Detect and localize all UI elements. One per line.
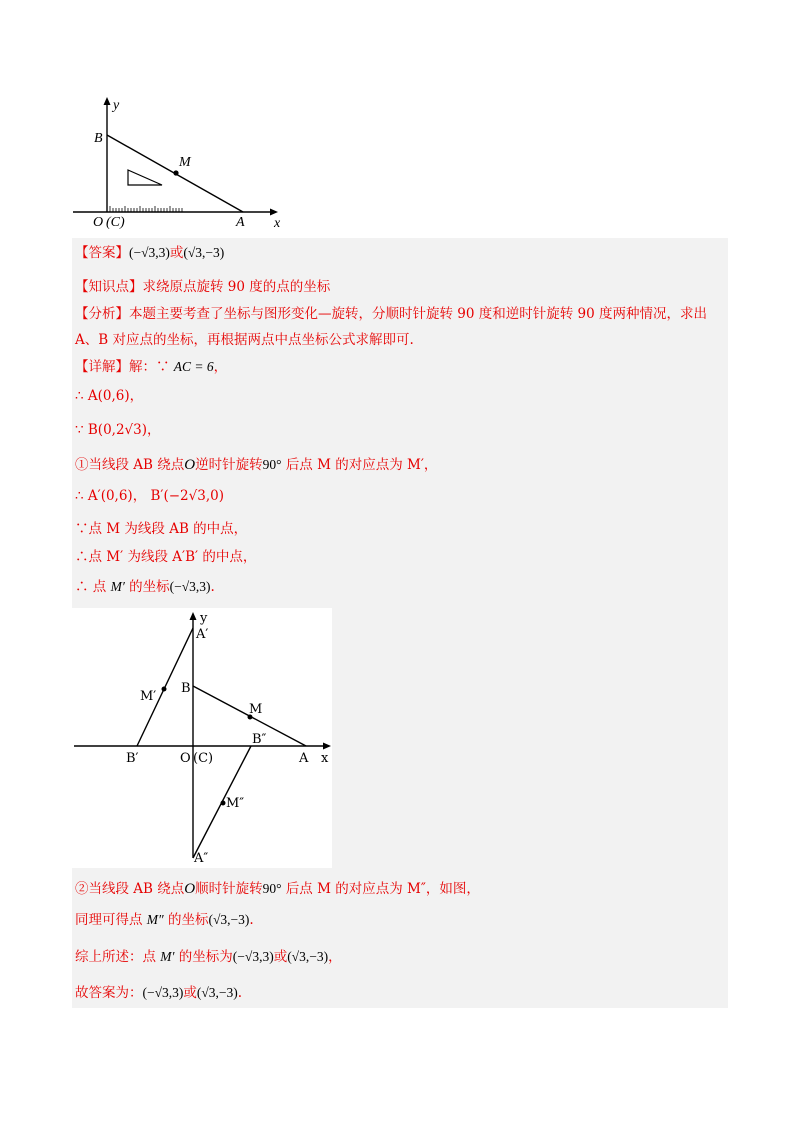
detail-l10b: 的坐标 <box>167 912 209 928</box>
detail-l4c: 后点 M 的对应点为 M′， <box>285 457 438 473</box>
answer-or: 或 <box>169 245 184 261</box>
figure-2-rotation <box>72 608 332 868</box>
fig1-x-arrow <box>270 209 278 216</box>
analysis-tag: 【分析】 <box>75 306 129 322</box>
fig2-label-a: A <box>299 751 309 766</box>
figure-2-panel <box>72 608 332 868</box>
detail-line-1 <box>75 357 227 377</box>
answer-tag: 【答案】 <box>75 245 129 261</box>
detail-l11m: M′ <box>160 949 175 964</box>
fig2-label-m1: M′ <box>140 689 157 704</box>
detail-l9b: 顺时针旋转 <box>195 881 263 897</box>
detail-line-9 <box>75 879 480 899</box>
detail-l11b: 的坐标为 <box>178 949 233 965</box>
detail-l12or: 或 <box>183 985 197 1001</box>
analysis-text-1: 本题主要考查了坐标与图形变化—旋转，分顺时针旋转 90 度和逆时针旋转 90 度两种情况，求出 <box>129 306 708 322</box>
fig1-label-y: y <box>113 98 120 113</box>
analysis-line-2: A、B 对应点的坐标，再根据两点中点坐标公式求解即可. <box>75 332 414 348</box>
fig2-label-o: O <box>180 751 191 766</box>
detail-l8b: 的坐标 <box>129 579 170 595</box>
fig2-label-x: x <box>321 751 329 766</box>
detail-line-10 <box>75 910 254 930</box>
detail-line-2: ∴ A(0,6)， <box>75 388 144 404</box>
fig2-label-c: (C) <box>193 751 214 766</box>
fig1-label-o: O <box>93 215 104 230</box>
detail-line-3: ∵ B(0,2√3)， <box>75 422 161 438</box>
detail-l8a: ∴ 点 <box>75 579 107 595</box>
detail-l11c: ， <box>328 949 342 965</box>
fig2-point-m2 <box>221 801 226 806</box>
detail-line-5: ∴ A′(0,6)， B′(−2√3,0) <box>75 488 224 504</box>
fig2-label-b1: B′ <box>126 751 139 766</box>
detail-line-4 <box>75 455 437 475</box>
fig1-ruler-ticks <box>110 206 182 212</box>
detail-l8v: (−√3,3) <box>169 579 211 594</box>
detail-l10m: M″ <box>146 912 164 927</box>
fig2-x-arrow <box>323 743 331 750</box>
fig1-label-c: (C) <box>106 215 125 230</box>
detail-l9c: 后点 M 的对应点为 M″，如图， <box>285 881 480 897</box>
fig2-label-y: y <box>200 611 208 626</box>
fig1-label-b: B <box>94 131 103 146</box>
fig2-label-b2: B″ <box>252 732 267 747</box>
knowledge-line <box>75 277 330 297</box>
detail-l12c: . <box>237 985 243 1001</box>
detail-line-6: ∵点 M 为线段 AB 的中点， <box>75 521 248 537</box>
detail-l11v1: (−√3,3) <box>232 949 274 964</box>
detail-l8c: . <box>210 579 215 595</box>
detail-line-12 <box>75 983 242 1003</box>
analysis-line-1 <box>75 304 707 324</box>
fig1-inner-triangle <box>128 170 162 185</box>
knowledge-text: 求绕原点旋转 90 度的点的坐标 <box>142 279 331 295</box>
detail-l4b: 逆时针旋转 <box>195 457 263 473</box>
fig2-label-m2: M″ <box>226 796 245 811</box>
detail-jie: 解：∵ <box>129 359 170 375</box>
detail-l10c: . <box>249 912 254 928</box>
detail-l10v: (√3,−3) <box>208 912 250 927</box>
fig1-label-x: x <box>274 216 281 231</box>
knowledge-tag: 【知识点】 <box>75 279 143 295</box>
detail-l11a: 综上所述：点 <box>75 949 156 965</box>
fig1-label-m: M <box>179 155 191 170</box>
detail-l4o: O <box>184 457 196 473</box>
fig1-y-arrow <box>104 97 111 105</box>
fig2-label-m: M <box>249 702 263 717</box>
detail-l12v1: (−√3,3) <box>142 985 184 1000</box>
figure-1-triangle <box>70 95 290 235</box>
detail-line-8 <box>75 577 215 597</box>
fig2-point-m1 <box>162 687 167 692</box>
answer-value-1: (−√3,3) <box>129 245 170 260</box>
detail-l8m: M′ <box>110 579 125 594</box>
detail-line-7: ∴点 M′ 为线段 A′B′ 的中点， <box>75 549 257 565</box>
detail-l9a: ②当线段 AB 绕点 <box>75 881 185 897</box>
detail-l10a: 同理可得点 <box>75 912 143 928</box>
detail-l9deg: 90° <box>262 881 282 896</box>
detail-l9o: O <box>184 881 196 897</box>
fig1-label-a: A <box>236 215 245 230</box>
detail-l12v2: (√3,−3) <box>196 985 238 1000</box>
answer-line <box>75 243 224 263</box>
detail-l11or: 或 <box>273 949 288 965</box>
fig2-y-arrow <box>190 612 197 620</box>
detail-line-11 <box>75 947 342 967</box>
fig1-point-m <box>173 170 178 175</box>
fig2-label-a2: A″ <box>194 851 209 866</box>
detail-l4a: ①当线段 AB 绕点 <box>75 457 185 473</box>
detail-comma: ， <box>213 359 228 375</box>
answer-value-2: (√3,−3) <box>183 245 225 260</box>
detail-l12a: 故答案为： <box>75 985 143 1001</box>
fig2-label-a1: A′ <box>196 627 209 642</box>
detail-l4deg: 90° <box>262 457 282 472</box>
detail-l11v2: (√3,−3) <box>287 949 329 964</box>
fig2-label-b: B <box>181 681 191 696</box>
detail-ac: AC = 6 <box>173 359 214 374</box>
detail-tag: 【详解】 <box>75 359 129 375</box>
